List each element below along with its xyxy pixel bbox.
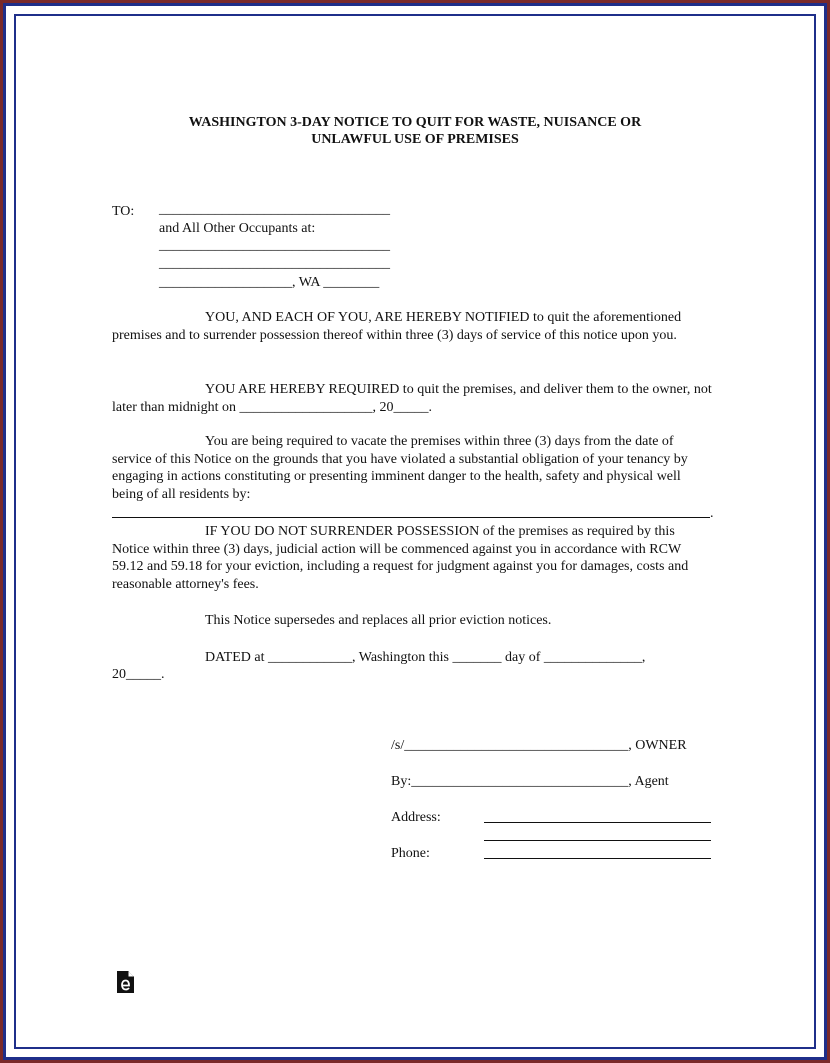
phone-line <box>484 858 711 859</box>
phone-label: Phone: <box>391 846 430 861</box>
address-blank-line-2: _________________________________ <box>159 256 390 271</box>
dated-year-line: 20_____. <box>112 667 165 682</box>
address-line-1 <box>484 822 711 823</box>
address-line-2 <box>484 840 711 841</box>
paragraph-required: YOU ARE HEREBY REQUIRED to quit the premises, and deliver them to the owner, not later than midnight on ___________________, 20_____. <box>112 382 712 415</box>
address-blank-line-1: _________________________________ <box>159 238 390 253</box>
to-blank-line: _________________________________ <box>159 202 390 217</box>
owner-signature-line: /s/________________________________, OWNER <box>391 738 687 753</box>
paragraph-surrender: IF YOU DO NOT SURRENDER POSSESSION of the premises as required by this Notice within three (3) days, judicial action will be commenced against you in accordance with RCW 59.12 and 59.18 for your eviction, including a request for judgment against you for damages, costs and reasonable attorney's fees. <box>112 524 689 593</box>
paragraph-notified: YOU, AND EACH OF YOU, ARE HEREBY NOTIFIED to quit the aforementioned premises and to surrender possession thereof within three (3) days of service of this notice upon you. <box>112 310 682 343</box>
to-label: TO: <box>112 204 135 219</box>
address-label: Address: <box>391 810 441 825</box>
grounds-blank-period: . <box>710 506 714 521</box>
agent-signature-line: By:_______________________________, Agent <box>391 774 669 789</box>
paragraph-grounds: You are being required to vacate the premises within three (3) days from the date of service of this Notice on the grounds that you have violated a substantial obligation of your tenancy by engaging in actions constituting or presenting imminent danger to the health, safety and physical well being of all residents by: <box>112 434 688 503</box>
document-e-icon <box>116 970 135 994</box>
paragraph-supersedes: This Notice supersedes and replaces all prior eviction notices. <box>205 613 552 628</box>
grounds-blank-line <box>112 517 710 518</box>
city-state-line: ___________________, WA ________ <box>159 275 380 290</box>
dated-line: DATED at ____________, Washington this _______ day of ______________, <box>205 650 646 665</box>
other-occupants-label: and All Other Occupants at: <box>159 221 316 236</box>
document-title-line-2: UNLAWFUL USE OF PREMISES <box>311 132 519 147</box>
document-title-line-1: WASHINGTON 3-DAY NOTICE TO QUIT FOR WASTE, NUISANCE OR <box>188 115 642 130</box>
